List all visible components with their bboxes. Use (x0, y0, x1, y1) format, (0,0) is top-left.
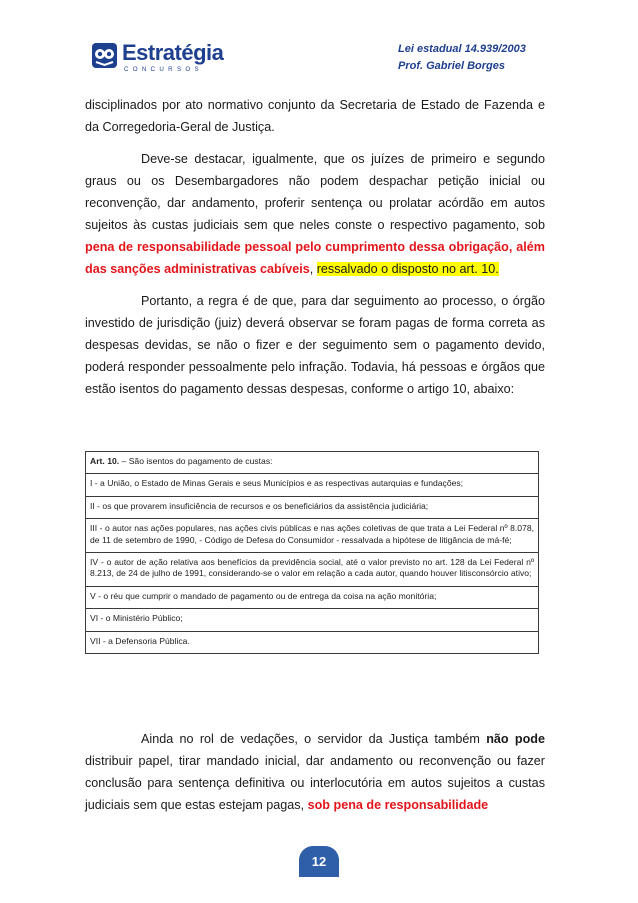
paragraph-4-bold: não pode (486, 732, 545, 746)
logo-name: Estratégia (122, 40, 224, 65)
paragraph-4 (85, 728, 545, 816)
body-top (85, 94, 545, 410)
paragraph-4-text1: Ainda no rol de vedações, o servidor da Justiça também (141, 732, 487, 746)
page-number: 12 (299, 846, 339, 877)
paragraph-4-red: sob pena de responsabilidade (307, 798, 489, 812)
paragraph-2-red: pena de responsabilidade pessoal pelo cumprimento dessa obrigação, além das sanções administrativas cabíveis (85, 240, 545, 276)
body-bottom (85, 728, 545, 826)
paragraph-2-comma: , (309, 262, 317, 276)
paragraph-2-highlight: ressalvado o disposto no art. 10. (316, 262, 499, 276)
page-header (0, 0, 638, 80)
header-info (398, 41, 526, 75)
article-item: II - os que provarem insuficiência de recursos e os beneficiários da assistência judiciária; (86, 497, 538, 519)
article-item: V - o réu que cumprir o mandado de pagamento ou de entrega da coisa na ação monitória; (86, 587, 538, 609)
article-item: I - a União, o Estado de Minas Gerais e seus Municípios e as respectivas autarquias e fundações; (86, 474, 538, 496)
article-item: III - o autor nas ações populares, nas ações civis públicas e nas ações coletivas de que trata a Lei Federal nº 8.078, de 11 de setembro de 1990, - Código de Defesa do Consumidor - ressalvada a hipótese de litigância de má-fé; (86, 519, 538, 553)
paragraph-3: Portanto, a regra é de que, para dar seguimento ao processo, o órgão investido de jurisdição (juiz) deverá observar se foram pagas de forma correta as despesas devidas, se não o fizer e der seguimento sem o pagamento devido, poderá responder pessoalmente pelo infração. Todavia, há pessoas e órgãos que estão isentos do pagamento dessas despesas, conforme o artigo 10, abaixo: (85, 294, 545, 396)
logo-subtitle: CONCURSOS (124, 66, 203, 73)
article-item: VII - a Defensoria Pública. (90, 635, 190, 646)
article-title (86, 452, 538, 474)
owl-logo-icon (92, 43, 117, 68)
paragraph-1: disciplinados por ato normativo conjunto da Secretaria de Estado de Fazenda e da Corregedoria-Geral de Justiça. (85, 98, 545, 134)
paragraph-4-text2: distribuir papel, tirar mandado inicial, dar andamento ou reconvenção ou fazer conclusão para sentença definitiva ou interlocutória em autos sujeitos a custas judiciais sem que estas estejam pagas, (85, 754, 545, 812)
paragraph-2 (85, 148, 545, 280)
article-box (85, 451, 539, 654)
article-title-rest: – São isentos do pagamento de custas: (119, 456, 273, 466)
estrategia-logo (92, 40, 223, 74)
paragraph-2-text: Deve-se destacar, igualmente, que os juízes de primeiro e segundo graus ou os Desembargadores não podem despachar petição inicial ou reconvenção, dar andamento, proferir sentença ou prolatar acórdão em autos sujeitos às custas judiciais sem que neles conste o respectivo pagamento, sob (85, 152, 545, 232)
law-title: Lei estadual 14.939/2003 (398, 43, 526, 55)
article-title-bold: Art. 10. (90, 456, 120, 466)
author-name: Prof. Gabriel Borges (398, 60, 505, 72)
article-item: IV - o autor de ação relativa aos benefícios da previdência social, até o valor previsto no art. 128 da Lei Federal nº 8.213, de 24 de julho de 1991, considerando-se o valor em relação a cada autor, quando houver litisconsórcio ativo; (86, 553, 538, 587)
article-item: VI - o Ministério Público; (86, 609, 538, 631)
